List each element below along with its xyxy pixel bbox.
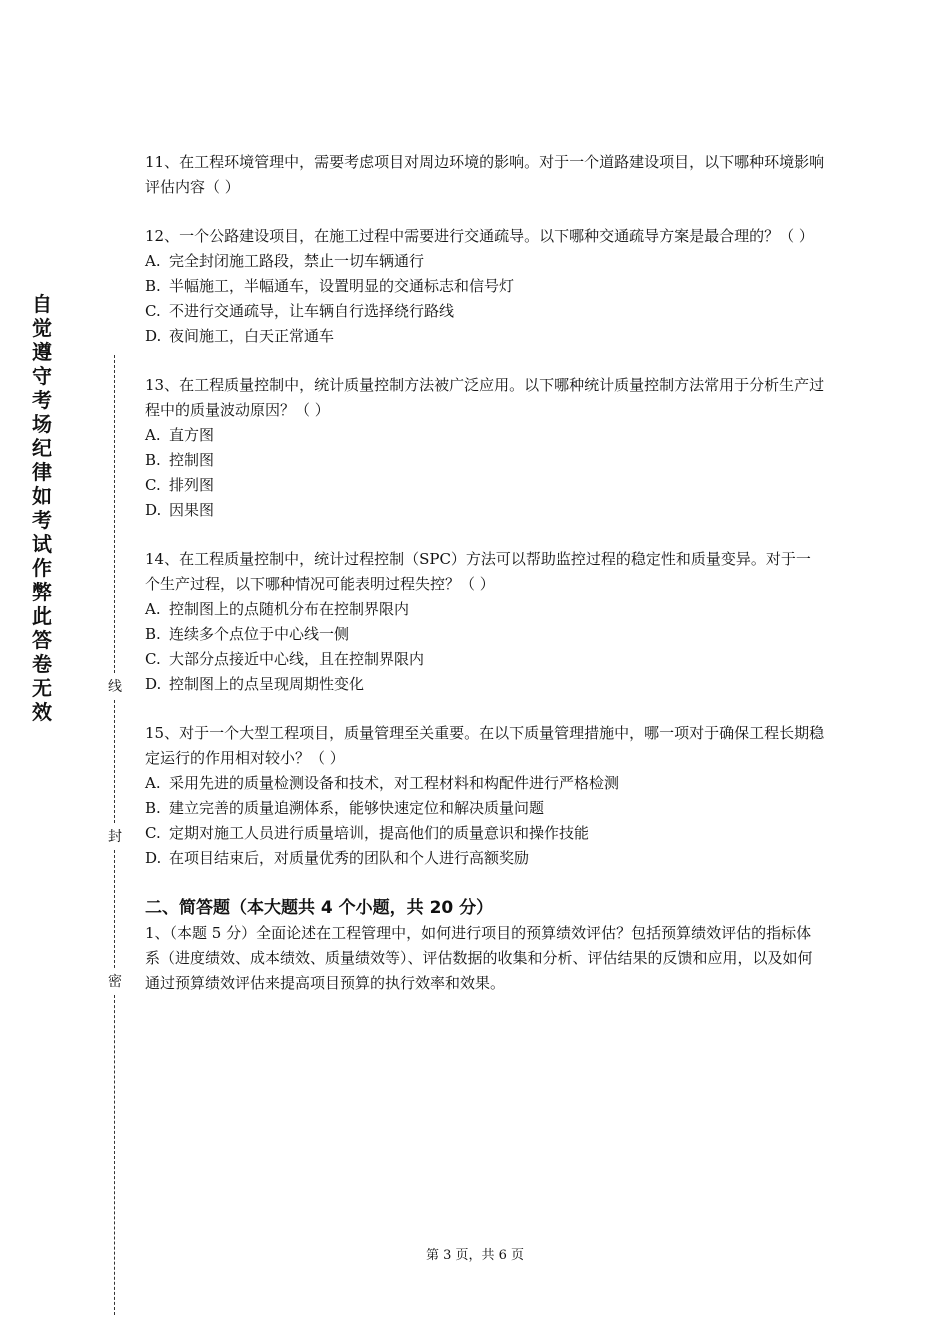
- warning-char: 自: [32, 292, 52, 316]
- question-block: [145, 547, 825, 697]
- option-letter: A.: [145, 426, 161, 444]
- warning-char: 弊: [32, 580, 52, 604]
- question-list: [145, 150, 825, 871]
- option-item: [145, 846, 825, 871]
- binding-line-top: [114, 355, 115, 673]
- question-text: 13、在工程质量控制中，统计质量控制方法被广泛应用。以下哪种统计质量控制方法常用于分析生产过程中的质量波动原因？（ ）: [145, 376, 825, 419]
- option-text: 采用先进的质量检测设备和技术，对工程材料和构配件进行严格检测: [169, 774, 620, 792]
- option-text: 控制图: [169, 451, 215, 469]
- seal-line-label: 线: [108, 679, 122, 695]
- question-block: [145, 721, 825, 871]
- option-item: [145, 796, 825, 821]
- warning-char: 考: [32, 388, 52, 412]
- option-letter: B.: [145, 277, 161, 295]
- option-text: 不进行交通疏导，让车辆自行选择绕行路线: [169, 302, 455, 320]
- option-letter: A.: [145, 774, 161, 792]
- question-block: [145, 224, 825, 349]
- question-text: 11、在工程环境管理中，需要考虑项目对周边环境的影响。对于一个道路建设项目，以下哪种环境影响评估内容（ ）: [145, 153, 825, 196]
- option-text: 因果图: [169, 501, 215, 519]
- option-text: 在项目结束后，对质量优秀的团队和个人进行高额奖励: [169, 849, 530, 867]
- option-letter: C.: [145, 824, 161, 842]
- binding-line-bottom: [114, 995, 115, 1315]
- warning-char: 考: [32, 508, 52, 532]
- question-text: 12、一个公路建设项目，在施工过程中需要进行交通疏导。以下哪种交通疏导方案是最合理的？（ ）: [145, 227, 814, 245]
- option-letter: A.: [145, 600, 161, 618]
- seal-seal-label: 封: [108, 829, 122, 845]
- question-block: [145, 373, 825, 523]
- warning-char: 纪: [32, 436, 52, 460]
- option-letter: B.: [145, 799, 161, 817]
- exam-content: [145, 150, 825, 996]
- option-text: 控制图上的点呈现周期性变化: [169, 675, 365, 693]
- option-item: [145, 498, 825, 523]
- option-item: [145, 647, 825, 672]
- warning-char: 效: [32, 700, 52, 724]
- option-text: 夜间施工，白天正常通车: [169, 327, 335, 345]
- option-letter: B.: [145, 451, 161, 469]
- option-text: 直方图: [169, 426, 215, 444]
- warning-char: 答: [32, 628, 52, 652]
- warning-char: 无: [32, 676, 52, 700]
- warning-char: 如: [32, 484, 52, 508]
- warning-char: 此: [32, 604, 52, 628]
- option-text: 定期对施工人员进行质量培训，提高他们的质量意识和操作技能: [169, 824, 590, 842]
- option-text: 连续多个点位于中心线一侧: [169, 625, 350, 643]
- warning-char: 律: [32, 460, 52, 484]
- option-item: [145, 448, 825, 473]
- question-block: [145, 150, 825, 200]
- option-letter: C.: [145, 650, 161, 668]
- option-list: [145, 597, 825, 697]
- option-letter: A.: [145, 252, 161, 270]
- option-letter: D.: [145, 675, 162, 693]
- option-text: 半幅施工，半幅通车，设置明显的交通标志和信号灯: [169, 277, 515, 295]
- option-item: [145, 672, 825, 697]
- option-list: [145, 423, 825, 523]
- option-item: [145, 771, 825, 796]
- warning-char: 卷: [32, 652, 52, 676]
- option-item: [145, 274, 825, 299]
- option-item: [145, 249, 825, 274]
- option-item: [145, 821, 825, 846]
- option-item: [145, 622, 825, 647]
- option-text: 控制图上的点随机分布在控制界限内: [169, 600, 410, 618]
- option-letter: C.: [145, 476, 161, 494]
- option-letter: D.: [145, 849, 162, 867]
- page-number: 第 3 页，共 6 页: [425, 1248, 525, 1263]
- exam-discipline-warning: [22, 292, 62, 724]
- warning-char: 作: [32, 556, 52, 580]
- warning-char: 场: [32, 412, 52, 436]
- binding-line-mid1: [114, 700, 115, 823]
- warning-char: 试: [32, 532, 52, 556]
- short-answer-question-1: 1、（本题 5 分）全面论述在工程管理中，如何进行项目的预算绩效评估？包括预算绩效评估的指标体系（进度绩效、成本绩效、质量绩效等）、评估数据的收集和分析、评估结果的反馈和应用，以及如何通过预算绩效评估来提高项目预算的执行效率和效果。: [145, 924, 813, 992]
- option-letter: C.: [145, 302, 161, 320]
- option-letter: D.: [145, 501, 162, 519]
- option-text: 排列图: [169, 476, 215, 494]
- option-letter: B.: [145, 625, 161, 643]
- question-text: 14、在工程质量控制中，统计过程控制（SPC）方法可以帮助监控过程的稳定性和质量变异。对于一个生产过程，以下哪种情况可能表明过程失控？（ ）: [145, 550, 811, 593]
- option-item: [145, 473, 825, 498]
- option-text: 建立完善的质量追溯体系，能够快速定位和解决质量问题: [169, 799, 545, 817]
- option-list: [145, 249, 825, 349]
- option-item: [145, 299, 825, 324]
- binding-line-mid2: [114, 850, 115, 968]
- warning-char: 守: [32, 364, 52, 388]
- warning-char: 觉: [32, 316, 52, 340]
- warning-char: 遵: [32, 340, 52, 364]
- option-letter: D.: [145, 327, 162, 345]
- section-title: 二、简答题（本大题共 4 个小题，共 20 分）: [145, 898, 494, 918]
- option-item: [145, 597, 825, 622]
- seal-secret-label: 密: [108, 974, 122, 990]
- question-text: 15、对于一个大型工程项目，质量管理至关重要。在以下质量管理措施中，哪一项对于确保工程长期稳定运行的作用相对较小？（ ）: [145, 724, 825, 767]
- option-item: [145, 324, 825, 349]
- option-item: [145, 423, 825, 448]
- option-text: 大部分点接近中心线，且在控制界限内: [169, 650, 425, 668]
- option-list: [145, 771, 825, 871]
- option-text: 完全封闭施工路段，禁止一切车辆通行: [169, 252, 425, 270]
